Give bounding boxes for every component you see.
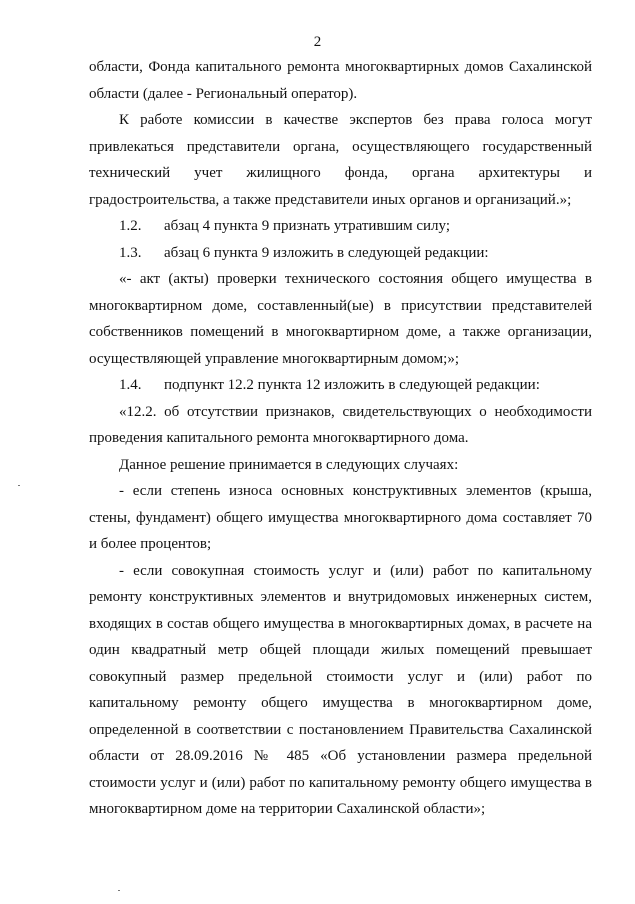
- text-line: «12.2. об отсутствии признаков, свидетельствующих о необходимости: [119, 403, 592, 420]
- text-line: области, Фонда капитального ремонта многоквартирных домов Сахалинской: [89, 59, 592, 75]
- text-line: определенной в соответствии с постановлением Правительства Сахалинской: [89, 721, 592, 738]
- text-line: привлекаться представители органа, осуществляющего государственный: [89, 138, 592, 155]
- text-line: стены, фундамент) общего имущества многоквартирного дома составляет 70: [89, 509, 592, 526]
- item-number: 1.4.: [119, 377, 142, 393]
- text-line: осуществляющей управление многоквартирным домом;»;: [89, 350, 460, 367]
- text-line: градостроительства, а также представители иных органов и организаций.»;: [89, 191, 572, 208]
- item-number: 1.3.: [119, 244, 142, 261]
- text-line: многоквартирном доме на территории Сахалинской области»;: [89, 801, 486, 817]
- item-text: абзац 4 пункта 9 признать утратившим силу;: [164, 218, 450, 234]
- text-line: входящих в состав общего имущества в многоквартирных домах, в расчете на: [89, 615, 592, 632]
- page-number: 2: [313, 34, 322, 50]
- numbered-item: [89, 213, 592, 240]
- text-line: «- акт (акты) проверки технического состояния общего имущества в: [119, 271, 592, 287]
- text-line: области (далее - Региональный оператор).: [89, 85, 358, 102]
- text-line: совокупный размер предельной стоимости услуг и (или) работ по: [89, 668, 592, 685]
- scan-speck: [18, 485, 20, 486]
- text-line: Данное решение принимается в следующих случаях:: [119, 456, 459, 473]
- item-text: подпункт 12.2 пункта 12 изложить в следующей редакции:: [164, 377, 540, 393]
- text-line: и более процентов;: [89, 536, 212, 552]
- text-line: один квадратный метр общей площади жилых помещений превышает: [89, 642, 592, 658]
- text-line: технический учет жилищного фонда, органа архитектуры и: [89, 165, 592, 181]
- numbered-item: [89, 240, 592, 267]
- text-line: - если степень износа основных конструктивных элементов (крыша,: [119, 483, 592, 499]
- text-line: К работе комиссии в качестве экспертов без права голоса могут: [119, 112, 592, 128]
- scan-speck: [118, 890, 120, 891]
- text-line: - если совокупная стоимость услуг и (или) работ по капитальному: [119, 562, 592, 579]
- item-text: абзац 6 пункта 9 изложить в следующей редакции:: [164, 244, 489, 261]
- text-line: капитальному ремонту общего имущества в многоквартирном доме,: [89, 695, 592, 711]
- text-line: ремонту конструктивных элементов и внутридомовых инженерных систем,: [89, 589, 592, 605]
- item-number: 1.2.: [119, 218, 142, 234]
- text-line: проведения капитального ремонта многоквартирного дома.: [89, 430, 469, 446]
- document-body: [89, 54, 592, 823]
- text-line: области от 28.09.2016 № 485 «Об установлении размера предельной: [89, 748, 592, 764]
- text-line: стоимости услуг и (или) работ по капитальному ремонту общего имущества в: [89, 774, 592, 791]
- text-line: многоквартирном доме, составленный(ые) в присутствии представителей: [89, 297, 592, 314]
- text-line: собственников помещений в многоквартирном доме, а также организации,: [89, 324, 592, 340]
- numbered-item: [89, 372, 592, 399]
